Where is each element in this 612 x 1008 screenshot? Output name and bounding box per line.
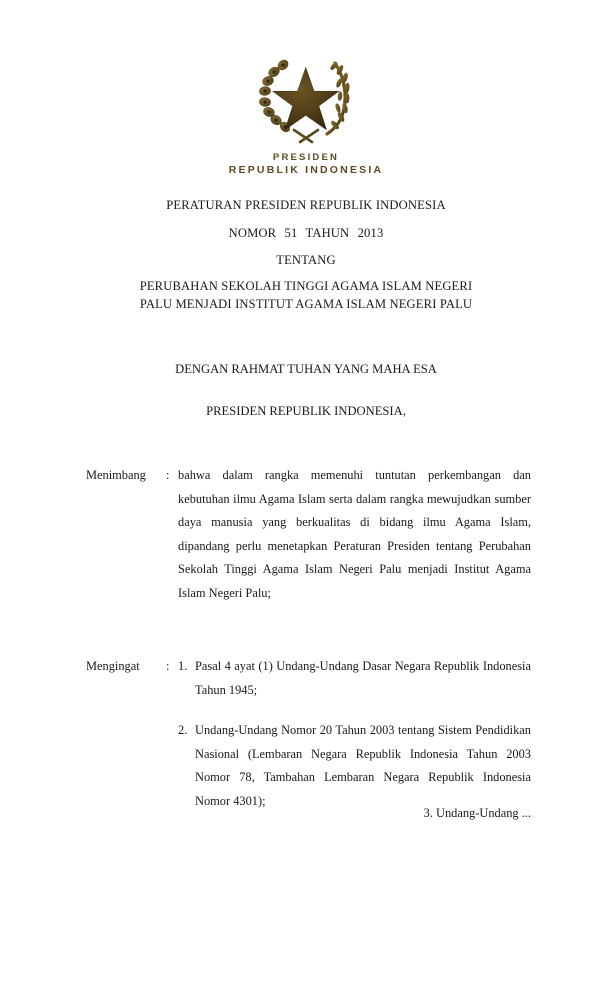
considering-label: Menimbang xyxy=(86,468,146,482)
indonesian-presidential-seal-icon xyxy=(250,50,362,146)
emblem-caption xyxy=(0,152,612,177)
letterhead xyxy=(0,50,612,177)
about-label: TENTANG xyxy=(276,253,336,267)
regulation-type: PERATURAN PRESIDEN REPUBLIK INDONESIA xyxy=(166,198,446,212)
considering-clause xyxy=(86,464,531,605)
recalling-body xyxy=(178,655,531,813)
list-item xyxy=(178,655,531,702)
recalling-colon: : xyxy=(166,659,170,673)
blessing-statement: DENGAN RAHMAT TUHAN YANG MAHA ESA xyxy=(175,362,437,376)
considering-colon: : xyxy=(166,468,170,482)
regulation-number: NOMOR 51 TAHUN 2013 xyxy=(228,225,384,240)
emblem-caption-line2: REPUBLIK INDONESIA xyxy=(228,163,384,176)
considering-body xyxy=(178,464,531,605)
document-title-block xyxy=(0,198,612,315)
list-item-text: Pasal 4 ayat (1) Undang-Undang Dasar Negara Republik Indonesia Tahun 1945; xyxy=(195,659,531,697)
considering-text: bahwa dalam rangka memenuhi tuntutan perkembangan dan kebutuhan ilmu Agama Islam serta dalam rangka mewujudkan sumber daya manusia yang berkualitas di bidang ilmu Agama Islam, dipandang perlu menetapkan Peraturan Presiden tentang Perubahan Sekolah Tinggi Agama Islam Negeri Palu menjadi Institut Agama Islam Negeri Palu; xyxy=(178,468,531,600)
regulation-subject-line1: PERUBAHAN SEKOLAH TINGGI AGAMA ISLAM NEGERI xyxy=(139,279,473,293)
recalling-clause xyxy=(86,655,531,813)
issuer-statement: PRESIDEN REPUBLIK INDONESIA, xyxy=(206,404,406,418)
list-item xyxy=(178,719,531,813)
emblem-caption-line1: PRESIDEN xyxy=(272,152,340,163)
list-item-text: Undang-Undang Nomor 20 Tahun 2003 tentang Sistem Pendidikan Nasional (Lembaran Negara Republik Indonesia Tahun 2003 Nomor 78, Tambahan Lembaran Negara Republik Indonesia Nomor 4301); xyxy=(195,723,531,808)
list-item-number: 2. xyxy=(178,723,188,737)
continuation-marker: 3. Undang-Undang ... xyxy=(423,806,531,820)
regulation-subject-line2: PALU MENJADI INSTITUT AGAMA ISLAM NEGERI PALU xyxy=(139,297,473,311)
list-item-number: 1. xyxy=(178,659,188,673)
recalling-label: Mengingat xyxy=(86,659,140,673)
